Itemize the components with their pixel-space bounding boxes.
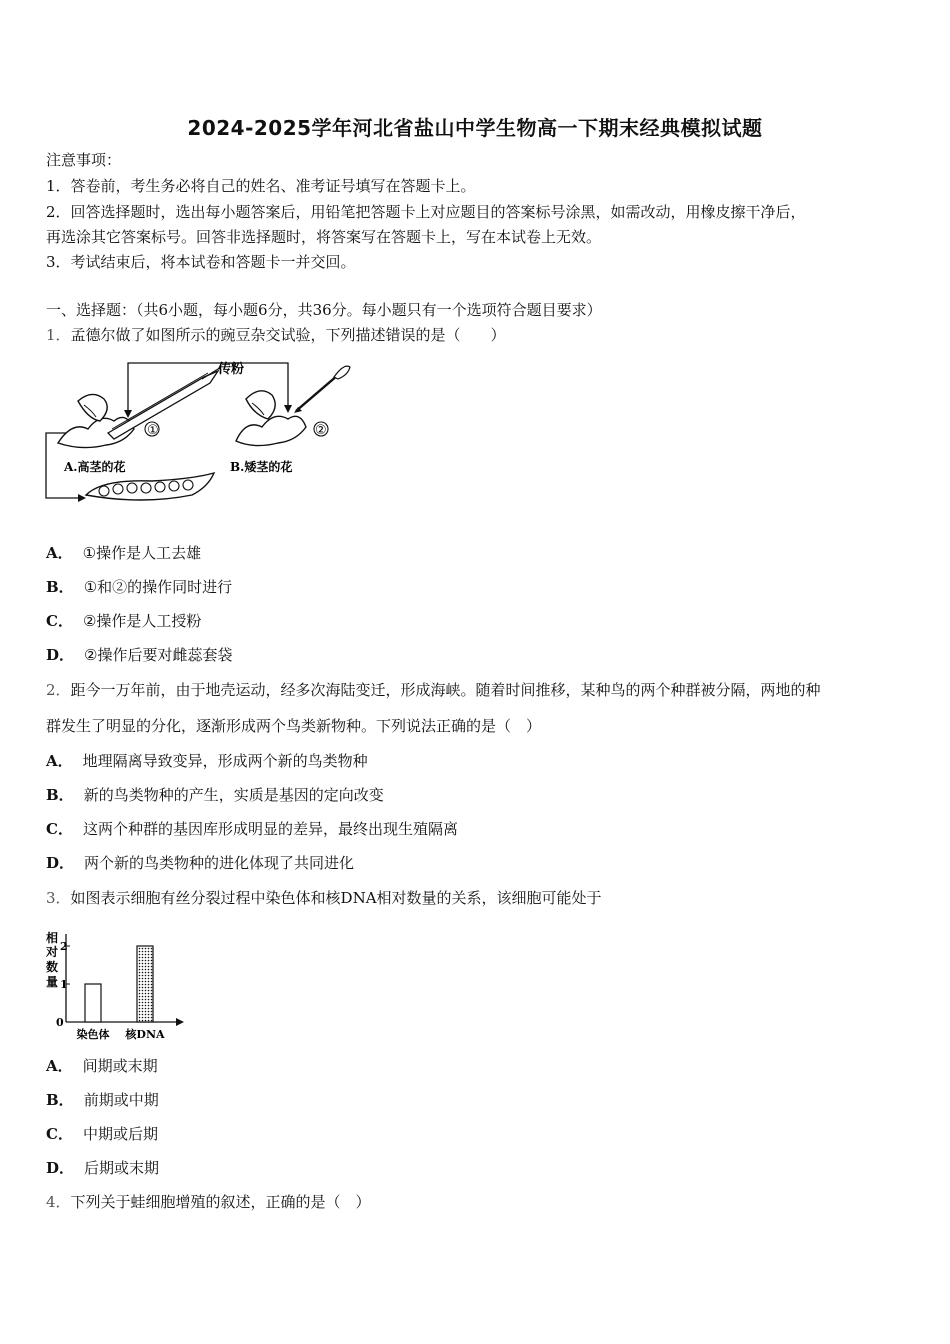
ylabel-char: 数 [46,960,59,974]
ylabel-char: 相 [46,931,59,945]
question-4 [46,1192,371,1212]
question-2-cont: 群发生了明显的分化，逐渐形成两个鸟类新物种。下列说法正确的是（ ） [46,717,542,735]
bar-nuclear-dna [137,946,153,1022]
q1-option-a[interactable]: A． ①操作是人工去雄 [46,544,202,562]
q3-option-b[interactable]: B． 前期或中期 [46,1091,159,1109]
category-label: 核DNA [125,1028,165,1041]
q1-option-c[interactable]: C． ②操作是人工授粉 [46,612,202,630]
category-label: 染色体 [76,1028,110,1041]
bar-chromosome [85,984,101,1022]
flower-a-label: A.高茎的花 [64,460,126,474]
ylabel-char: 对 [46,945,59,959]
q1-option-d[interactable]: D． ②操作后要对雌蕊套袋 [46,646,233,664]
question-text: 下列关于蛙细胞增殖的叙述，正确的是（ ） [70,1193,371,1211]
q2-option-b[interactable]: B． 新的鸟类物种的产生，实质是基因的定向改变 [46,786,384,804]
page-title: 2024-2025学年河北省盐山中学生物高一下期末经典模拟试题 [187,116,763,140]
question-text: 孟德尔做了如图所示的豌豆杂交试验，下列描述错误的是（ ） [70,326,506,344]
notice-heading: 注意事项： [46,151,122,169]
question-number: 4． [46,1193,71,1211]
question-1 [46,325,506,345]
question-number: 2． [46,681,71,699]
q1-option-b[interactable]: B． ①和②的操作同时进行 [46,578,233,596]
question-3 [46,888,602,908]
ylabel-char: 量 [46,975,59,989]
question-text: 如图表示细胞有丝分裂过程中染色体和核DNA相对数量的关系，该细胞可能处于 [70,889,602,907]
q3-bar-chart [42,926,187,1046]
q2-option-d[interactable]: D． 两个新的鸟类物种的进化体现了共同进化 [46,854,355,872]
question-number: 3． [46,889,71,907]
notice-item: 1．答卷前，考生务必将自己的姓名、准考证号填写在答题卡上。 [46,177,476,195]
y-tick-label: 1 [60,978,68,991]
q3-option-a[interactable]: A． 间期或末期 [46,1057,158,1075]
q3-option-c[interactable]: C． 中期或后期 [46,1125,158,1143]
section-heading: 一、选择题：（共6小题，每小题6分，共36分。每小题只有一个选项符合题目要求） [46,301,602,319]
y-tick-label: 0 [56,1016,64,1029]
pollination-label: 传粉 [218,362,245,377]
q2-option-a[interactable]: A． 地理隔离导致变异，形成两个新的鸟类物种 [46,752,368,770]
notice-item: 再选涂其它答案标号。回答非选择题时，将答案写在答题卡上，写在本试卷上无效。 [46,228,602,246]
question-2 [46,680,821,700]
y-tick-label: 2 [60,940,68,953]
x-axis-arrow [176,1018,184,1026]
q3-option-d[interactable]: D． 后期或末期 [46,1159,160,1177]
q2-option-c[interactable]: C． 这两个种群的基因库形成明显的差异，最终出现生殖隔离 [46,820,458,838]
question-number: 1． [46,326,71,344]
notice-item: 2．回答选择题时，选出每小题答案后，用铅笔把答题卡上对应题目的答案标号涂黑，如需改动，用橡皮擦干净后， [46,203,806,221]
question-text: 距今一万年前，由于地壳运动，经多次海陆变迁，形成海峡。随着时间推移，某种鸟的两个种群被分隔，两地的种 [70,681,821,699]
step-1-mark: ① [147,423,159,438]
flower-b-label: B.矮茎的花 [230,460,293,474]
pea-cross-figure [42,355,352,505]
step-2-mark: ② [315,423,327,438]
notice-item: 3．考试结束后，将本试卷和答题卡一并交回。 [46,253,356,271]
